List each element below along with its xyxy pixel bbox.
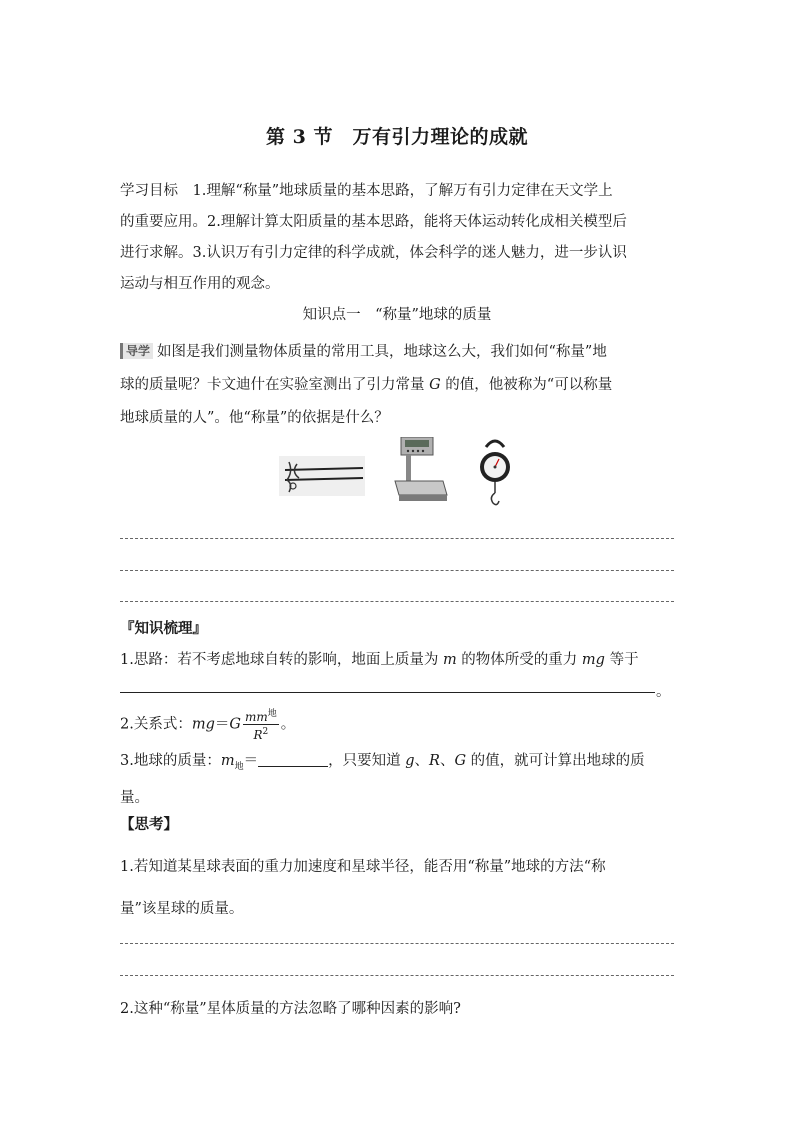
think-question-1	[120, 846, 676, 930]
item-text: 的值，就可计算出地球的质	[466, 753, 645, 769]
item-text: 2.关系式：	[120, 716, 192, 733]
item-text: 3.地球的质量：	[120, 753, 221, 769]
think-question-2: 2.这种“称量”星体质量的方法忽略了哪种因素的影响?	[120, 1001, 461, 1017]
equals-sign: ＝	[214, 716, 230, 733]
spring-scale-image	[478, 439, 512, 511]
knowledge-heading: 『知识梳理』	[120, 620, 207, 637]
variable-mg: mg	[581, 652, 605, 668]
period: 。	[280, 716, 296, 733]
answer-line[interactable]	[120, 538, 674, 539]
denominator: R	[253, 728, 263, 742]
fill-blank-line[interactable]	[120, 692, 655, 693]
knowledge-item-3	[120, 746, 676, 814]
item-text: 的物体所受的重力	[456, 652, 582, 668]
objectives-text: 运动与相互作用的观念。	[120, 276, 280, 292]
superscript: 地	[267, 709, 277, 719]
variable-R: R	[429, 753, 440, 769]
guide-text: 地球质量的人”。他“称量”的依据是什么？	[120, 410, 389, 426]
answer-line[interactable]	[120, 975, 674, 976]
objectives-label: 学习目标	[120, 183, 178, 199]
superscript: 2	[262, 727, 269, 737]
knowledge-item-1	[120, 648, 639, 669]
platform-scale-icon	[393, 437, 448, 505]
variable-m: m	[442, 652, 457, 668]
section-heading: 知识点一 “称量”地球的质量	[302, 307, 492, 323]
separator: 、	[439, 753, 455, 769]
think-heading: 【思考】	[120, 816, 178, 833]
answer-line[interactable]	[120, 601, 674, 602]
objectives-text: 进行求解。3.认识万有引力定律的科学成就，体会科学的迷人魅力，进一步认识	[120, 245, 627, 261]
item-text: 等于	[604, 652, 639, 668]
spring-scale-icon	[478, 439, 512, 507]
knowledge-item-2	[120, 707, 295, 742]
variable-G: G	[454, 753, 467, 769]
steelyard-icon	[279, 456, 365, 496]
objectives-text: 的重要应用。2.理解计算太阳质量的基本思路，能将天体运动转化成相关模型后	[120, 214, 627, 230]
fill-blank[interactable]	[258, 752, 328, 767]
separator: 、	[414, 753, 430, 769]
item-text: ，只要知道	[328, 753, 406, 769]
guide-text: 如图是我们测量物体质量的常用工具，地球这么大，我们如何“称量”地	[157, 344, 607, 360]
variable-g: g	[405, 753, 415, 769]
question-text: 量”该星球的质量。	[120, 901, 244, 917]
formula-fraction	[243, 707, 279, 742]
subscript: 地	[234, 761, 244, 772]
numerator: mm	[244, 710, 268, 724]
answer-line[interactable]	[120, 943, 674, 944]
steelyard-image	[279, 456, 365, 500]
guide-badge: 导学	[120, 343, 153, 359]
period: 。	[656, 684, 671, 700]
objectives-text: 1.理解“称量”地球质量的基本思路，了解万有引力定律在天文学上	[192, 183, 613, 199]
item-text: 1.思路：若不考虑地球自转的影响，地面上质量为	[120, 652, 443, 668]
variable-G: G	[229, 716, 241, 733]
variable-G: G	[429, 377, 441, 393]
answer-line[interactable]	[120, 570, 674, 571]
learning-objectives	[120, 176, 676, 300]
item-text: 量。	[120, 789, 149, 806]
equals-sign: ＝	[243, 753, 259, 769]
variable-mg: mg	[191, 716, 215, 733]
guide-paragraph	[120, 336, 676, 435]
guide-text: 球的质量呢？卡文迪什在实验室测出了引力常量	[120, 377, 430, 393]
variable-m: m	[220, 753, 235, 769]
guide-text: 的值，他被称为“可以称量	[440, 377, 613, 393]
page-title: 第 3 节 万有引力理论的成就	[266, 126, 528, 148]
platform-scale-image	[393, 437, 448, 509]
question-text: 1.若知道某星球表面的重力加速度和星球半径，能否用“称量”地球的方法“称	[120, 859, 606, 875]
